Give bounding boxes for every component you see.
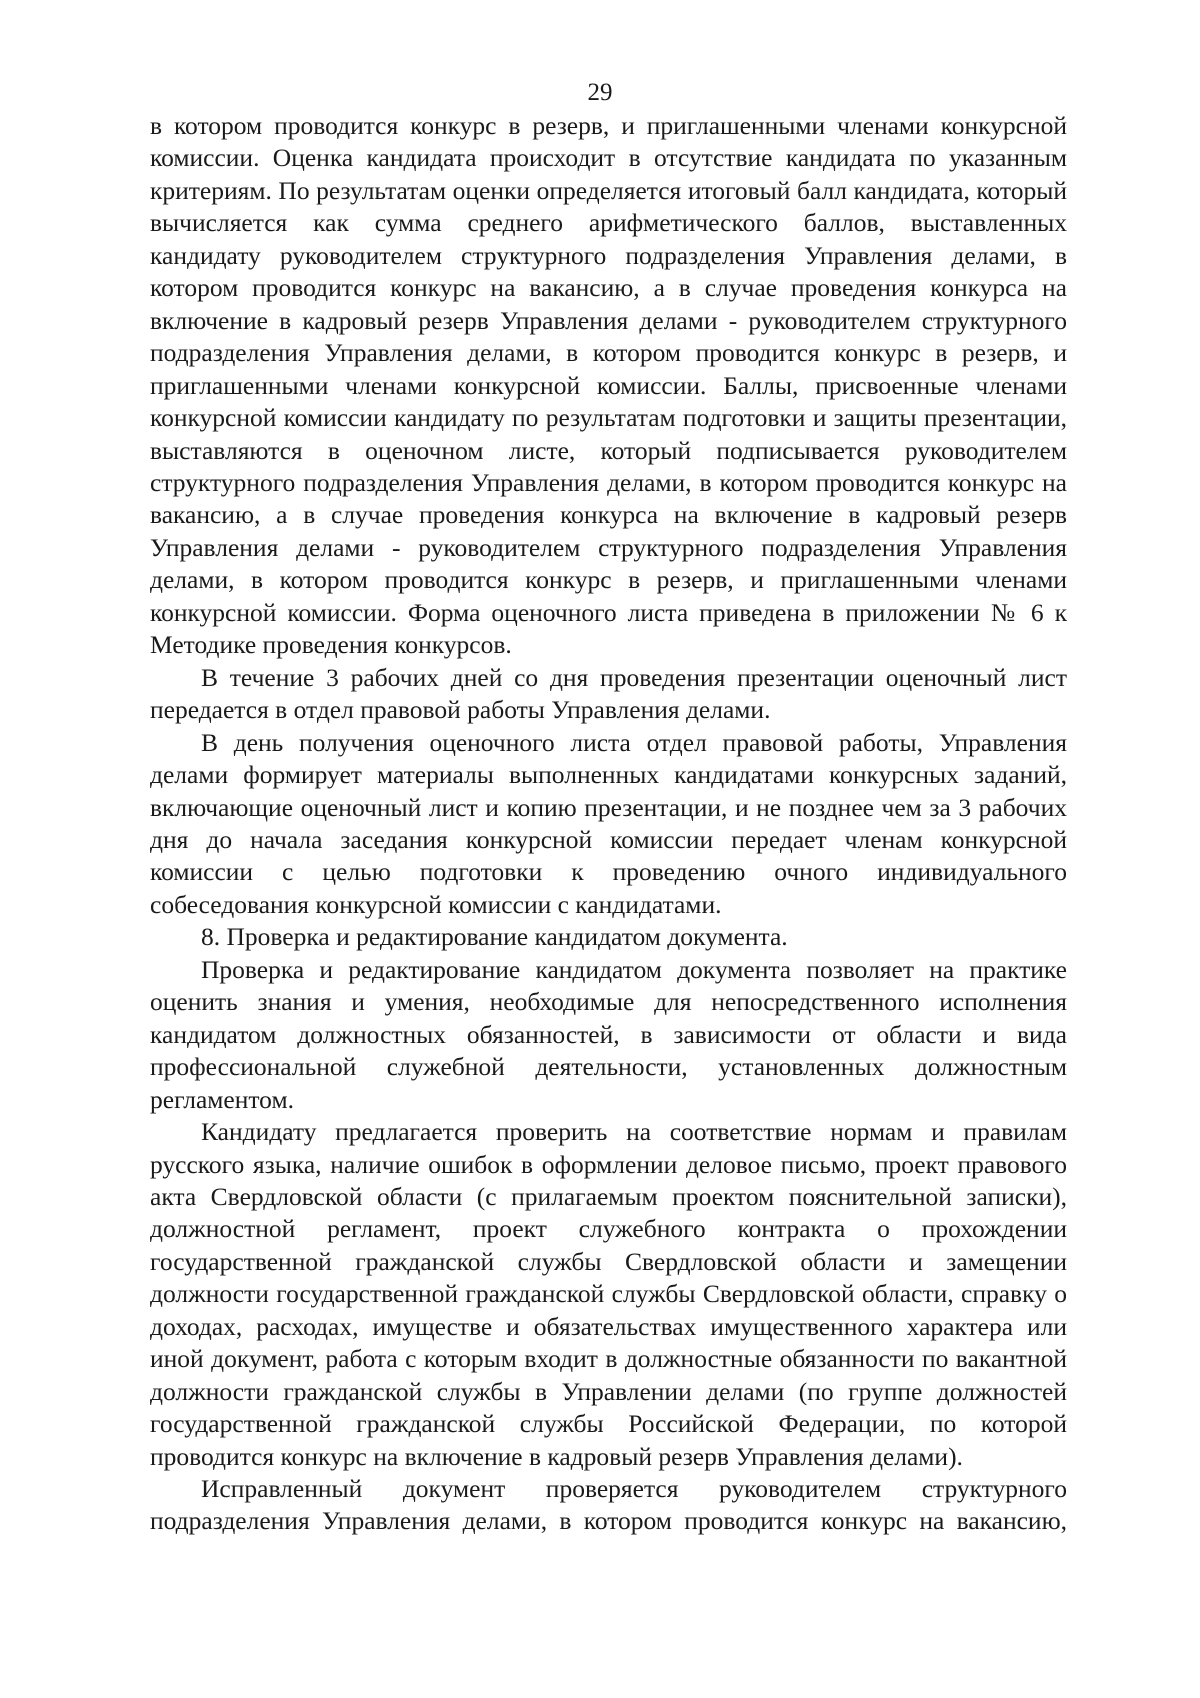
paragraph-document-check-task: Кандидату предлагается проверить на соответствие нормам и правилам русского языка, наличие ошибок в оформлении деловое письмо, проект правового акта Свердловской области (с прилагаемым проектом пояснительной записки), должностной регламент, проект служебного контракта о прохождении государственной гражданской службы Свердловской области и замещении должности государственной гражданской службы Свердловской области, справку о доходах, расходах, имуществе и обязательствах имущественного характера или иной документ, работа с которым входит в должностные обязанности по вакантной должности гражданской службы в Управлении делами (по группе должностей государственной гражданской службы Российской Федерации, по которой проводится конкурс на включение в кадровый резерв Управления делами). [150, 1117, 1067, 1471]
paragraph-document-check-purpose: Проверка и редактирование кандидатом документа позволяет на практике оценить знания и умения, необходимые для непосредственного исполнения кандидатом должностных обязанностей, в зависимости от области и вида профессиональной служебной деятельности, установленных должностным регламентом. [150, 954, 1067, 1114]
paragraph-corrected-document: Исправленный документ проверяется руководителем структурного подразделения Управления делами, в котором проводится конкурс на вакансию, [150, 1474, 1067, 1536]
paragraph-materials-formation: В день получения оценочного листа отдел правовой работы, Управления делами формирует материалы выполненных кандидатами конкурсных заданий, включающие оценочный лист и копию презентации, и не позднее чем за 3 рабочих дня до начала заседания конкурсной комиссии передает членам конкурсной комиссии с целью подготовки к проведению очного индивидуального собеседования конкурсной комиссии с кандидатами. [150, 727, 1067, 919]
paragraph-evaluation-continuation: в котором проводится конкурс в резерв, и приглашенными членами конкурсной комиссии. Оценка кандидата происходит в отсутствие кандидата по указанным критериям. По результатам оценки определяется итоговый балл кандидата, который вычисляется как сумма среднего арифметического баллов, выставленных кандидату руководителем структурного подразделения Управления делами, в котором проводится конкурс на вакансию, а в случае проведения конкурса на включение в кадровый резерв Управления делами - руководителем структурного подразделения Управления делами, в котором проводится конкурс в резерв, и приглашенными членами конкурсной комиссии. Баллы, присвоенные членами конкурсной комиссии кандидату по результатам подготовки и защиты презентации, выставляются в оценочном листе, который подписывается руководителем структурного подразделения Управления делами, в котором проводится конкурс на вакансию, а в случае проведения конкурса на включение в кадровый резерв Управления делами - руководителем структурного подразделения Управления делами, в котором проводится конкурс в резерв, и приглашенными членами конкурсной комиссии. Форма оценочного листа приведена в приложении № 6 к Методике проведения конкурсов. [150, 111, 1067, 660]
document-body [150, 110, 1067, 1538]
paragraph-evaluation-sheet-transfer: В течение 3 рабочих дней со дня проведения презентации оценочный лист передается в отдел правовой работы Управления делами. [150, 662, 1067, 725]
page-number: 29 [587, 79, 613, 106]
section-heading-document-check: 8. Проверка и редактирование кандидатом документа. [201, 922, 788, 952]
